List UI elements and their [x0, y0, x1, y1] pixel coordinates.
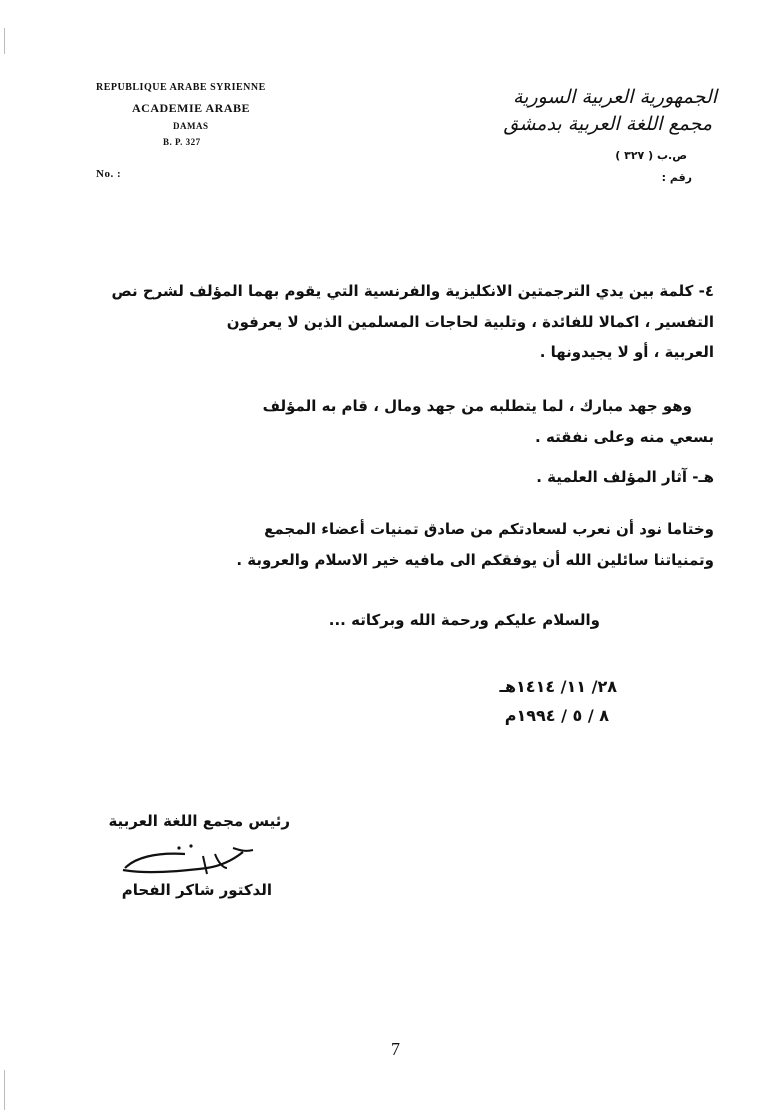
letterhead-city-fr: DAMAS — [173, 121, 209, 131]
effort-line1: وهو جهد مبارك ، لما يتطلبه من جهد ومال ، قام به المؤلف — [262, 397, 692, 415]
letterhead-republic-fr: REPUBLIQUE ARABE SYRIENNE — [96, 82, 266, 93]
item5: هـ- آثار المؤلف العلمية . — [536, 468, 714, 486]
letterhead-academy-fr: ACADEMIE ARABE — [132, 101, 251, 115]
letterhead-number-fr: No. : — [96, 168, 122, 180]
date-hijri: ٢٨/ ١١/ ١٤١٤هـ — [499, 677, 617, 696]
item4-line3: العربية ، أو لا يجيدونها . — [539, 343, 714, 361]
letterhead-pobox-ar: ص.ب ( ٣٢٧ ) — [615, 149, 687, 162]
scan-edge-bottom — [4, 1070, 5, 1110]
item4-line2: التفسير ، اكمالا للفائدة ، وتلبية لحاجات المسلمين الذين لا يعرفون — [226, 313, 714, 331]
letterhead-academy-ar: مجمع اللغة العربية بدمشق — [503, 113, 712, 135]
letterhead-number-ar: رقم : — [661, 171, 692, 184]
salutation: والسلام عليكم ورحمة الله وبركاته ... — [328, 611, 600, 629]
scan-edge-top — [4, 28, 5, 54]
date-gregorian: ٨ / ٥ / ١٩٩٤م — [504, 706, 609, 725]
closing-line2: وتمنياتنا سائلين الله أن يوفقكم الى مافيه خير الاسلام والعروبة . — [236, 551, 714, 569]
letterhead-pobox-fr: B. P. 327 — [163, 137, 201, 147]
item4-line1: ٤- كلمة بين يدي الترجمتين الانكليزية والفرنسية التي يقوم بهما المؤلف لشرح نص — [111, 282, 714, 300]
effort-line2: بسعي منه وعلى نفقته . — [535, 428, 714, 446]
page-number: 7 — [391, 1039, 400, 1059]
signature-title: رئيس مجمع اللغة العربية — [108, 812, 290, 830]
signature-name: الدكتور شاكر الفحام — [121, 881, 272, 899]
closing-line1: وختاما نود أن نعرب لسعادتكم من صادق تمنيات أعضاء المجمع — [264, 520, 714, 538]
letterhead-republic-ar: الجمهورية العربية السورية — [512, 86, 717, 108]
